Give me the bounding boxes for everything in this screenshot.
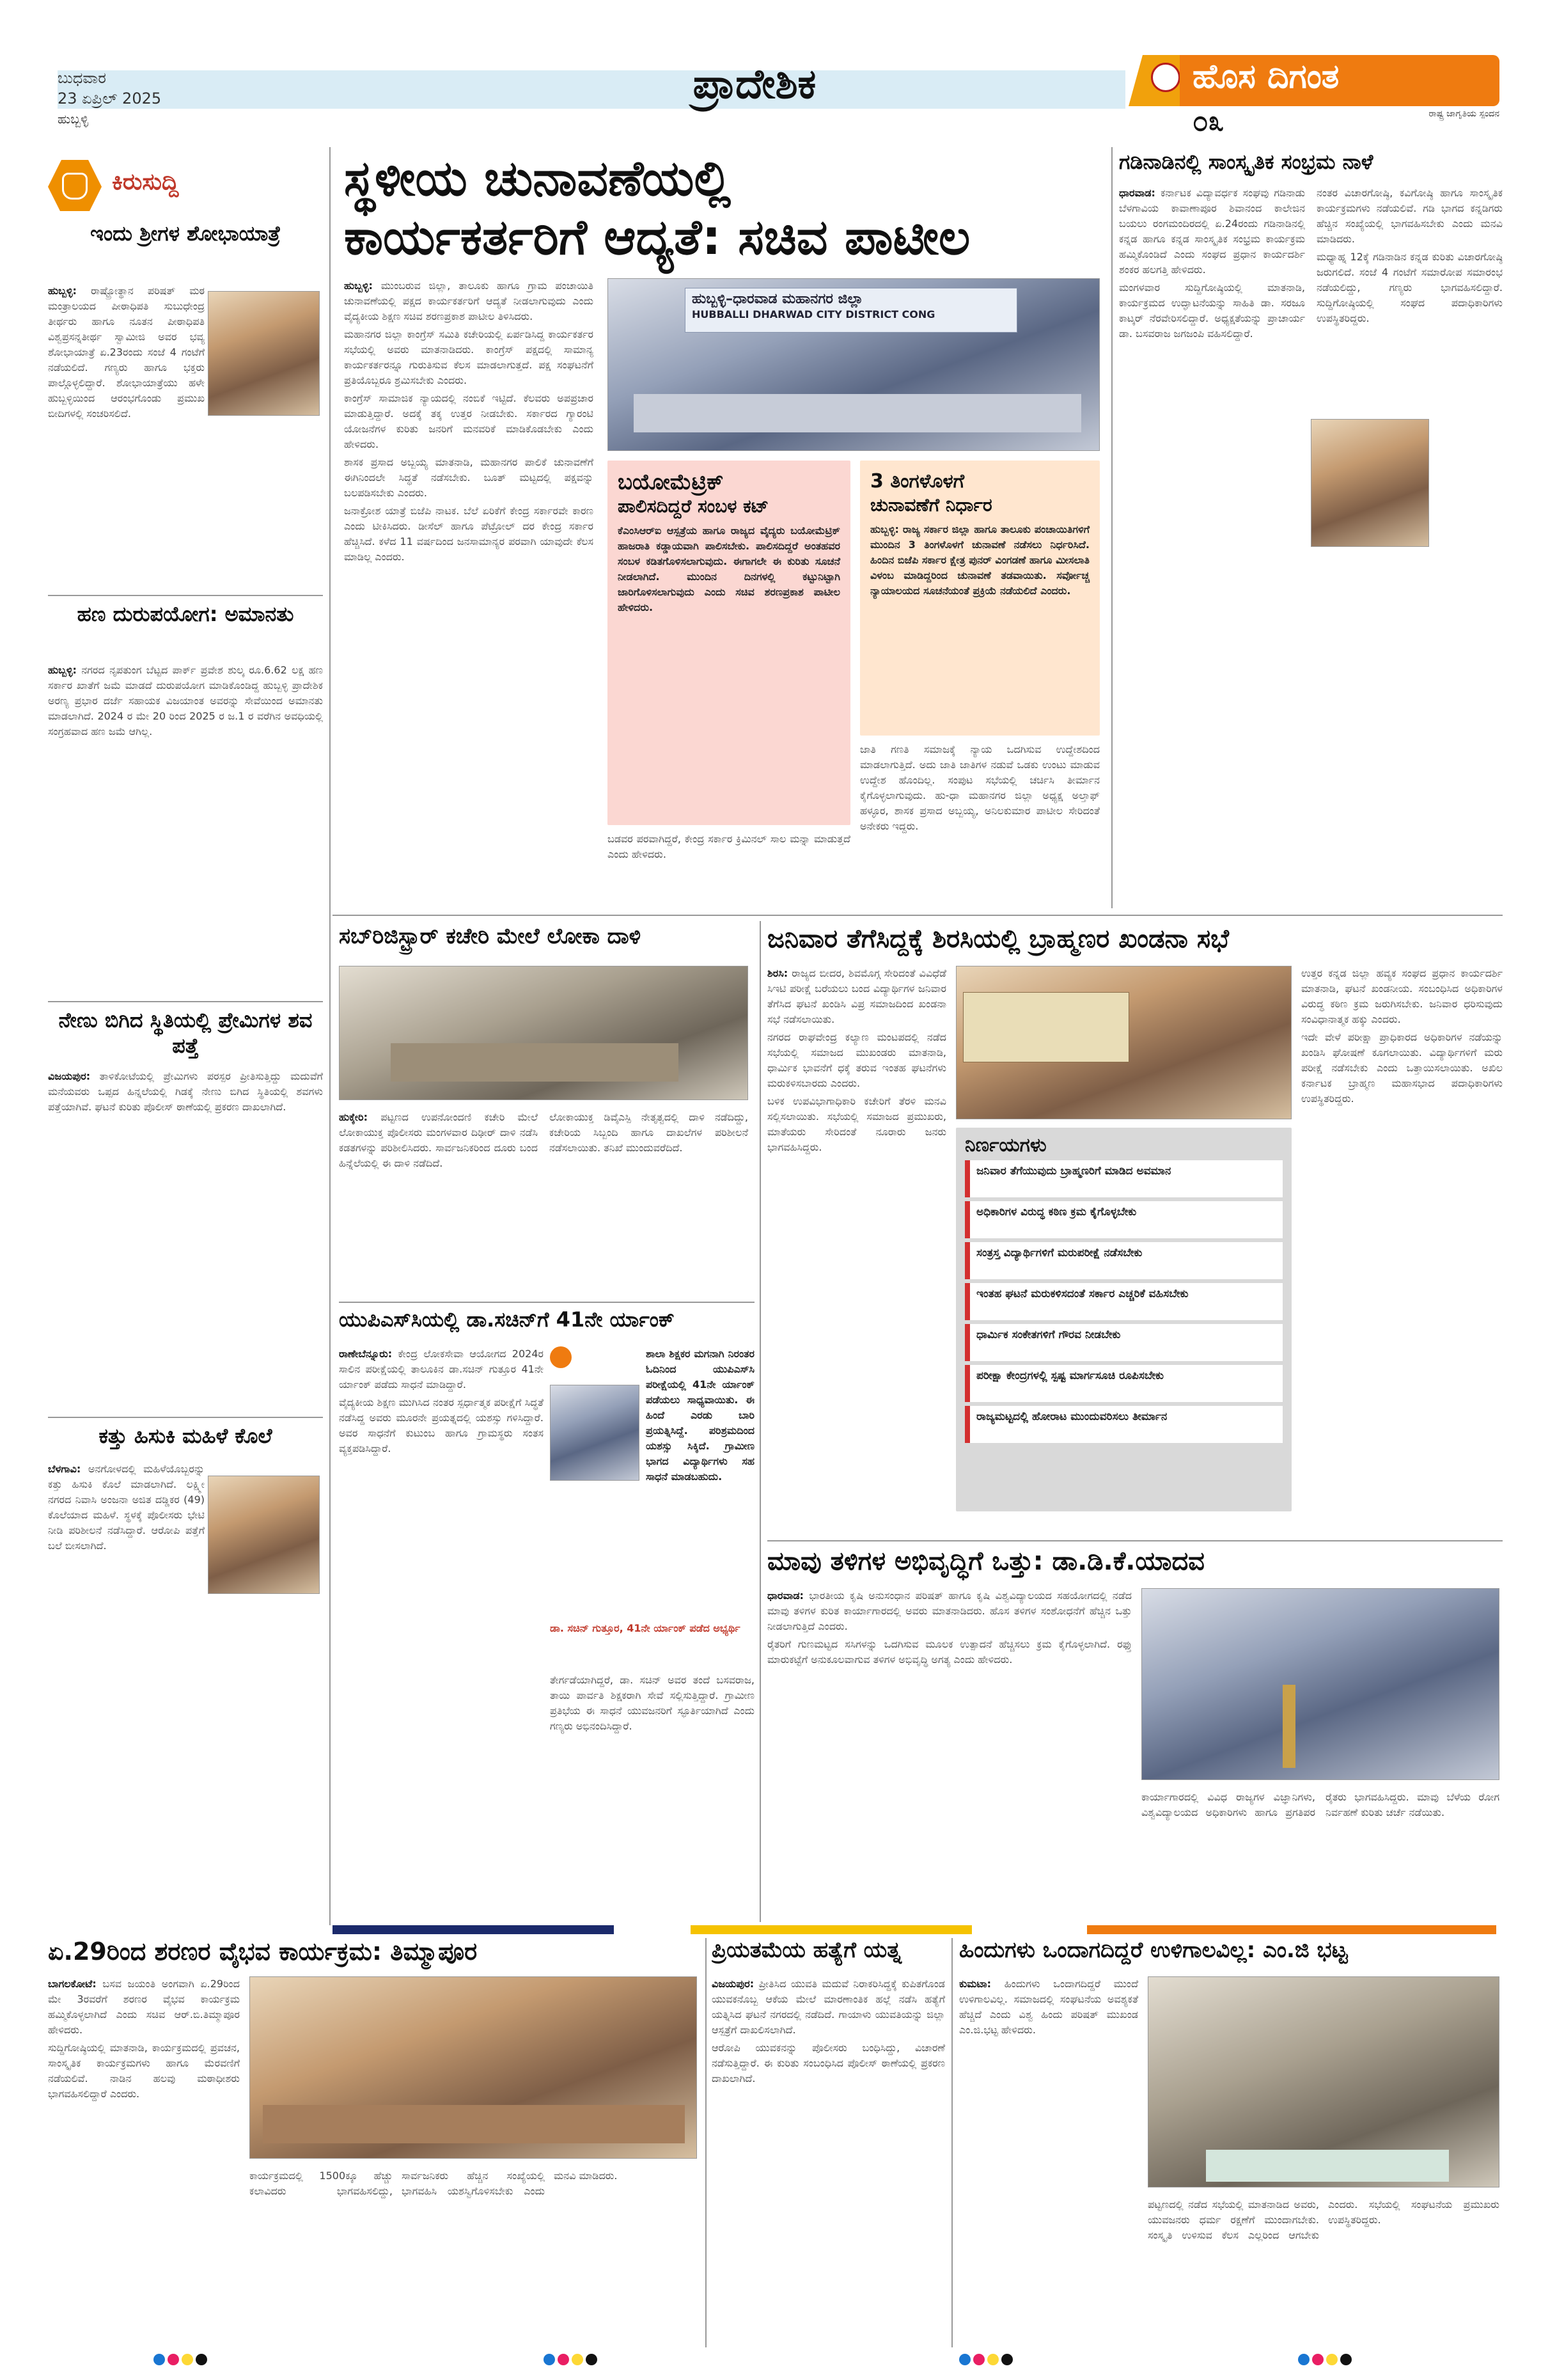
page-number: ೦೩ bbox=[1193, 105, 1224, 138]
sirsi-photo bbox=[956, 966, 1292, 1119]
sirsi-paragraph: ನಗರದ ರಾಘವೇಂದ್ರ ಕಲ್ಯಾಣ ಮಂಟಪದಲ್ಲಿ ನಡೆದ ಸಭೆಯಲ್ಲಿ ಸಮಾಜದ ಮುಖಂಡರು ಮಾತನಾಡಿ, ಧಾರ್ಮಿಕ ಭಾವನೆಗೆ ಧಕ್ಕೆ ತರುವ ಇಂತಹ ಘಟನೆಗಳು ಮರುಕಳಿಸಬಾರದು ಎಂದರು. bbox=[767, 1031, 946, 1089]
brief-body: ಅನಗೋಳದಲ್ಲಿ ಮಹಿಳೆಯೊಬ್ಬರನ್ನು ಕತ್ತು ಹಿಸುಕಿ ಕೊಲೆ ಮಾಡಲಾಗಿದೆ. ಲಕ್ಷ್ಮೀ ನಗರದ ನಿವಾಸಿ ಅಂಜನಾ ಅಜಿತ ದಡ್ಡಿಕರ (49) ಕೊಲೆಯಾದ ಮಹಿಳೆ. ಸ್ಥಳಕ್ಕೆ ಪೊಲೀಸರು ಭೇಟಿ ನೀಡಿ ಪರಿಶೀಲನೆ ನಡೆಸಿದ್ದಾರೆ. ಆರೋಪಿ ಪತ್ತೆಗೆ ಬಲೆ ಬೀಸಲಾಗಿದೆ. bbox=[48, 1463, 205, 1552]
thimmapura-headline: ಏ.29ರಿಂದ ಶರಣರ ವೈಭವ ಕಾರ್ಯಕ್ರಮ: ತಿಮ್ಮಾಪೂರ bbox=[48, 1938, 478, 1966]
upsc-paragraph: ವೈದ್ಯಕೀಯ ಶಿಕ್ಷಣ ಮುಗಿಸಿದ ನಂತರ ಸ್ಪರ್ಧಾತ್ಮಕ ಪರೀಕ್ಷೆಗೆ ಸಿದ್ಧತೆ ನಡೆಸಿದ್ದ ಅವರು ಮೂರನೇ ಪ್ರಯತ್ನದಲ್ಲಿ ಯಶಸ್ಸು ಗಳಿಸಿದ್ದಾರೆ. ಅವರ ಸಾಧನೆಗೆ ಕುಟುಂಬ ಹಾಗೂ ಗ್ರಾಮಸ್ಥರು ಸಂತಸ ವ್ಯಕ್ತಪಡಿಸಿದ್ದಾರೆ. bbox=[339, 1396, 544, 1454]
sirsi-story bbox=[767, 924, 1503, 1538]
thimmapura-body-col-1 bbox=[48, 1976, 240, 2344]
lead-body-col-1 bbox=[344, 278, 593, 902]
paper-name: ಹೊಸ ದಿಗಂತ bbox=[1193, 58, 1340, 96]
column-divider bbox=[705, 1938, 707, 2347]
lead-headline-2: ಕಾರ್ಯಕರ್ತರಿಗೆ ಆದ್ಯತೆ: ಸಚಿವ ಪಾಟೀಲ bbox=[344, 209, 971, 265]
kirusuddi-column bbox=[48, 147, 323, 1919]
lead-banner-text-en: HUBBALLI DHARWAD CITY DISTRICT CONG bbox=[692, 308, 935, 320]
brief-photo bbox=[208, 291, 320, 416]
ganadanad-place: ಧಾರವಾಡ: bbox=[1119, 187, 1155, 199]
brief-title: ನೇಣು ಬಿಗಿದ ಸ್ಥಿತಿಯಲ್ಲಿ ಪ್ರೇಮಿಗಳ ಶವ ಪತ್ತೆ bbox=[58, 1008, 313, 1058]
mango-lamp bbox=[1283, 1685, 1295, 1768]
murder-paragraph: ಆರೋಪಿ ಯುವಕನನ್ನು ಪೊಲೀಸರು ಬಂಧಿಸಿದ್ದು, ವಿಚಾರಣೆ ನಡೆಸುತ್ತಿದ್ದಾರೆ. ಈ ಕುರಿತು ಸಂಬಂಧಿಸಿದ ಪೊಲೀಸ್ ಠಾಣೆಯಲ್ಲಿ ಪ್ರಕರಣ ದಾಖಲಾಗಿದೆ. bbox=[712, 2042, 945, 2084]
mango-headline: ಮಾವು ತಳಿಗಳ ಅಭಿವೃದ್ಧಿಗೆ ಒತ್ತು: ಡಾ.ಡಿ.ಕೆ.ಯಾದವ bbox=[767, 1547, 1205, 1576]
decision-item: ಇಂತಹ ಘಟನೆ ಮರುಕಳಿಸದಂತೆ ಸರ್ಕಾರ ಎಚ್ಚರಿಕೆ ವಹಿಸಬೇಕು bbox=[965, 1283, 1283, 1320]
thimmapura-paragraph: ಬಸವ ಜಯಂತಿ ಅಂಗವಾಗಿ ಏ.29ರಿಂದ ಮೇ 3ರವರೆಗೆ ಶರಣರ ವೈಭವ ಕಾರ್ಯಕ್ರಮ ಹಮ್ಮಿಕೊಳ್ಳಲಾಗಿದೆ ಎಂದು ಸಚಿವ ಆರ್.ಬಿ.ತಿಮ್ಮಾಪೂರ ಹೇಳಿದರು. bbox=[48, 1978, 240, 2036]
murder-headline: ಪ್ರಿಯತಮೆಯ ಹತ್ಯೆಗೆ ಯತ್ನ bbox=[712, 1938, 902, 1963]
brief-place: ಹುಬ್ಬಳ್ಳಿ: bbox=[48, 664, 77, 676]
lead-paragraph: ಶಾಸಕ ಪ್ರಸಾದ ಅಬ್ಬಯ್ಯ ಮಾತನಾಡಿ, ಮಹಾನಗರ ಪಾಲಿಕೆ ಚುನಾವಣೆಗೆ ಈಗಿನಿಂದಲೇ ಸಿದ್ಧತೆ ನಡೆಸಬೇಕು. ಬೂತ್ ಮಟ್ಟದಲ್ಲಿ ಪಕ್ಷವನ್ನು ಬಲಪಡಿಸಬೇಕು ಎಂದರು. bbox=[344, 456, 593, 499]
mango-place: ಧಾರವಾಡ: bbox=[767, 1589, 804, 1602]
quote-icon bbox=[550, 1346, 572, 1368]
sirsi-paragraph: ಬಳಿಕ ಉಪವಿಭಾಗಾಧಿಕಾರಿ ಕಚೇರಿಗೆ ತೆರಳಿ ಮನವಿ ಸಲ್ಲಿಸಲಾಯಿತು. ಸಭೆಯಲ್ಲಿ ಸಮಾಜದ ಪ್ರಮುಖರು, ಮಾತೆಯರು ಸೇರಿದಂತೆ ನೂರಾರು ಜನರು ಭಾಗವಹಿಸಿದ್ದರು. bbox=[767, 1095, 946, 1153]
decision-item: ಜನಿವಾರ ತೆಗೆಯುವುದು ಬ್ರಾಹ್ಮಣರಿಗೆ ಮಾಡಿದ ಅವಮಾನ bbox=[965, 1160, 1283, 1197]
divider bbox=[767, 1540, 1503, 1541]
upsc-headline: ಯುಪಿಎಸ್‌ಸಿಯಲ್ಲಿ ಡಾ.ಸಚಿನ್‌ಗೆ 41ನೇ ರ್ಯಾಂಕ್ bbox=[339, 1308, 675, 1332]
ganadanad-paragraph: ಮಂಗಳವಾರ ಸುದ್ದಿಗೋಷ್ಠಿಯಲ್ಲಿ ಮಾತನಾಡಿ, ಕಾರ್ಯಕ್ರಮದ ಉದ್ಘಾಟನೆಯನ್ನು ಸಾಹಿತಿ ಡಾ. ಸರಜೂ ಕಾಟ್ಕರ್ ನೆರವೇರಿಸಲಿದ್ದಾರೆ. ಅಧ್ಯಕ್ಷತೆಯನ್ನು ಪ್ರಾಚಾರ್ಯ ಡಾ. ಬಸವರಾಜ ಜಗಜಂಪಿ ವಹಿಸಲಿದ್ದಾರೆ. bbox=[1119, 281, 1305, 340]
lead-banner-text: ಹುಬ್ಬಳ್ಳಿ–ಧಾರವಾಡ ಮಹಾನಗರ ಜಿಲ್ಲಾ bbox=[692, 291, 863, 307]
lead-body-col-3: ಜಾತಿ ಗಣತಿ ಸಮಾಜಕ್ಕೆ ನ್ಯಾಯ ಒದಗಿಸುವ ಉದ್ದೇಶದಿಂದ ಮಾಡಲಾಗುತ್ತಿದೆ. ಅದು ಜಾತಿ ಜಾತಿಗಳ ನಡುವೆ ಒಡಕು ಉಂಟು ಮಾಡುವ ಉದ್ದೇಶ ಹೊಂದಿಲ್ಲ. ಸಂಪುಟ ಸಭೆಯಲ್ಲಿ ಚರ್ಚಿಸಿ ತೀರ್ಮಾನ ಕೈಗೊಳ್ಳಲಾಗುವುದು. ಹು-ಧಾ ಮಹಾನಗರ ಜಿಲ್ಲಾ ಅಧ್ಯಕ್ಷ ಅಲ್ತಾಫ್ ಹಳ್ಳೂರ, ಶಾಸಕ ಪ್ರಸಾದ ಅಬ್ಬಯ್ಯ, ಅನಿಲಕುಮಾರ ಪಾಟೀಲ ಸೇರಿದಂತೆ ಅನೇಕರು ಇದ್ದರು. bbox=[860, 743, 1100, 832]
lead-photo bbox=[607, 278, 1100, 451]
section-bar-blue bbox=[332, 1925, 614, 1934]
masthead-date-block bbox=[58, 69, 224, 150]
divider bbox=[339, 1302, 755, 1303]
decision-item: ಪರೀಕ್ಷಾ ಕೇಂದ್ರಗಳಲ್ಲಿ ಸ್ಪಷ್ಟ ಮಾರ್ಗಸೂಚಿ ರೂಪಿಸಬೇಕು bbox=[965, 1365, 1283, 1402]
brief-title: ಹಣ ದುರುಪಯೋಗ: ಅಮಾನತು bbox=[77, 602, 294, 626]
upsc-body-left bbox=[339, 1346, 544, 1919]
hand-icon bbox=[62, 173, 88, 200]
upsc-story bbox=[339, 1308, 755, 1922]
bhatta-body-col-1 bbox=[959, 1976, 1138, 2344]
thimmapura-paragraph: ಸುದ್ದಿಗೋಷ್ಠಿಯಲ್ಲಿ ಮಾತನಾಡಿ, ಕಾರ್ಯಕ್ರಮದಲ್ಲಿ ಪ್ರವಚನ, ಸಾಂಸ್ಕೃತಿಕ ಕಾರ್ಯಕ್ರಮಗಳು ಹಾಗೂ ಮೆರವಣಿಗೆ ನಡೆಯಲಿವೆ. ನಾಡಿನ ಹಲವು ಮಠಾಧೀಶರು ಭಾಗವಹಿಸಲಿದ್ದಾರೆ ಎಂದರು. bbox=[48, 2042, 240, 2100]
sirsi-place: ಶಿರಸಿ: bbox=[767, 967, 788, 979]
lokayukta-place: ಹುಕ್ಕೇರಿ: bbox=[339, 1111, 368, 1123]
office-desk bbox=[391, 1043, 678, 1082]
lead-headline-1: ಸ್ಥಳೀಯ ಚುನಾವಣೆಯಲ್ಲಿ bbox=[344, 150, 731, 207]
logo-mark-icon bbox=[1151, 63, 1180, 92]
lokayukta-body bbox=[339, 1110, 748, 1292]
print-dot-group bbox=[544, 2354, 614, 2369]
brief-title: ಕತ್ತು ಹಿಸುಕಿ ಮಹಿಳೆ ಕೊಲೆ bbox=[98, 1424, 272, 1448]
brief-item bbox=[48, 221, 323, 592]
brief-item bbox=[48, 601, 323, 998]
upsc-portrait bbox=[550, 1385, 639, 1481]
lead-paragraph: ಜನಾಕ್ರೋಶ ಯಾತ್ರೆ ಬಿಜೆಪಿ ನಾಟಕ. ಬೆಲೆ ಏರಿಕೆಗೆ ಕೇಂದ್ರ ಸರ್ಕಾರವೇ ಕಾರಣ ಎಂದು ಟೀಕಿಸಿದರು. ಡೀಸೆಲ್ ಹಾಗೂ ಪೆಟ್ರೋಲ್ ದರ ಕೇಂದ್ರ ಸರ್ಕಾರ ಹೆಚ್ಚಿಸಿದೆ. ಕಳೆದ 11 ವರ್ಷದಿಂದ ಜನಸಾಮಾನ್ಯರ ಪರವಾಗಿ ಯಾವುದೇ ಕೆಲಸ ಮಾಡಿಲ್ಲ ಎಂದರು. bbox=[344, 505, 593, 563]
lead-banner bbox=[685, 288, 1017, 333]
paper-logo bbox=[1129, 43, 1499, 139]
sirsi-paragraph: ರಾಜ್ಯದ ಬೀದರ, ಶಿವಮೊಗ್ಗ ಸೇರಿದಂತೆ ವಿವಿಧೆಡೆ ಸಿಇಟಿ ಪರೀಕ್ಷೆ ಬರೆಯಲು ಬಂದ ವಿದ್ಯಾರ್ಥಿಗಳ ಜನಿವಾರ ತೆಗೆಸಿದ ಘಟನೆ ಖಂಡಿಸಿ ವಿಪ್ರ ಸಮಾಜದಿಂದ ಖಂಡನಾ ಸಭೆ ನಡೆಸಲಾಯಿತು. bbox=[767, 967, 946, 1025]
bhatta-place: ಕುಮಟಾ: bbox=[959, 1978, 992, 1990]
thimmapura-place: ಬಾಗಲಕೋಟೆ: bbox=[48, 1978, 97, 1990]
sirsi-body-right bbox=[1301, 966, 1503, 1535]
decisions-title: ನಿರ್ಣಯಗಳು bbox=[965, 1134, 1047, 1156]
mango-story bbox=[767, 1547, 1503, 1924]
lead-paragraph: ಮುಂಬರುವ ಜಿಲ್ಲಾ, ತಾಲೂಕು ಹಾಗೂ ಗ್ರಾಮ ಪಂಚಾಯಿತಿ ಚುನಾವಣೆಯಲ್ಲಿ ಪಕ್ಷದ ಕಾರ್ಯಕರ್ತರಿಗೆ ಆದ್ಯತೆ ನೀಡಲಾಗುವುದು ಎಂದು ವೈದ್ಯಕೀಯ ಶಿಕ್ಷಣ ಸಚಿವ ಶರಣಪ್ರಕಾಶ ಪಾಟೀಲ ತಿಳಿಸಿದರು. bbox=[344, 280, 593, 322]
upsc-quote-author: ಡಾ. ಸಚಿನ್ ಗುತ್ತೂರ, 41ನೇ ರ್ಯಾಂಕ್ ಪಡೆದ ಅಭ್ಯರ್ಥಿ bbox=[550, 1622, 740, 1634]
decision-item: ಸಂತ್ರಸ್ತ ವಿದ್ಯಾರ್ಥಿಗಳಿಗೆ ಮರುಪರೀಕ್ಷೆ ನಡೆಸಬೇಕು bbox=[965, 1242, 1283, 1279]
election-box bbox=[860, 461, 1100, 736]
thimmapura-paragraph: ಕಾರ್ಯಕ್ರಮದಲ್ಲಿ 1500ಕ್ಕೂ ಹೆಚ್ಚು ಕಲಾವಿದರು ಭಾಗವಹಿಸಲಿದ್ದು, ಸಾರ್ವಜನಿಕರು ಹೆಚ್ಚಿನ ಸಂಖ್ಯೆಯಲ್ಲಿ ಭಾಗವಹಿಸಿ ಯಶಸ್ವಿಗೊಳಿಸಬೇಕು ಎಂದು ಮನವಿ ಮಾಡಿದರು. bbox=[249, 2170, 618, 2197]
murder-body bbox=[712, 1976, 945, 2344]
decision-item: ಅಧಿಕಾರಿಗಳ ವಿರುದ್ಧ ಕಠಿಣ ಕ್ರಮ ಕೈಗೊಳ್ಳಬೇಕು bbox=[965, 1201, 1283, 1238]
ganadanad-paragraph: ಮಧ್ಯಾಹ್ನ 12ಕ್ಕೆ ಗಡಿನಾಡಿನ ಕನ್ನಡ ಕುರಿತು ವಿಚಾರಗೋಷ್ಠಿ ಜರುಗಲಿದೆ. ಸಂಜೆ 4 ಗಂಟೆಗೆ ಸಮಾರೋಪ ಸಮಾರಂಭ ನಡೆಯಲಿದ್ದು, ಗಣ್ಯರು ಭಾಗವಹಿಸಲಿದ್ದಾರೆ. ಸುದ್ದಿಗೋಷ್ಠಿಯಲ್ಲಿ ಸಂಘದ ಪದಾಧಿಕಾರಿಗಳು ಉಪಸ್ಥಿತರಿದ್ದರು. bbox=[1317, 251, 1503, 324]
biometric-box bbox=[607, 461, 850, 825]
ganadanad-headline: ಗಡಿನಾಡಿನಲ್ಲಿ ಸಾಂಸ್ಕೃತಿಕ ಸಂಭ್ರಮ ನಾಳೆ bbox=[1119, 150, 1373, 174]
dais-table bbox=[634, 394, 1081, 432]
column-divider bbox=[951, 1938, 953, 2347]
ganadanad-paragraph: ಕರ್ನಾಟಕ ವಿದ್ಯಾವರ್ಧಕ ಸಂಘವು ಗಡಿನಾಡು ಬೆಳಗಾವಿಯ ಕಾವಾಣಾಪೂರ ಶಿವಾನಂದ ಕಾಲೇಜಿನ ಬಯಲು ರಂಗಮಂದಿರದಲ್ಲಿ ಏ.24ರಂದು ಗಡಿನಾಡಿನಲ್ಲಿ ಕನ್ನಡ ಹಾಗೂ ಕನ್ನಡ ಸಾಂಸ್ಕೃತಿಕ ಸಂಭ್ರಮ ಕಾರ್ಯಕ್ರಮ ಹಮ್ಮಿಕೊಂಡಿದೆ ಎಂದು ಸಂಘದ ಪ್ರಧಾನ ಕಾರ್ಯದರ್ಶಿ ಶಂಕರ ಹಲಗತ್ತಿ ಹೇಳಿದರು. bbox=[1119, 187, 1305, 276]
brief-text bbox=[48, 1462, 205, 1909]
box-text: ಕೆಎಂಸಿಆರ್‌ಐ ಆಸ್ಪತ್ರೆಯ ಹಾಗೂ ರಾಜ್ಯದ ವೈದ್ಯರು ಬಯೋಮೆಟ್ರಿಕ್ ಹಾಜರಾತಿ ಕಡ್ಡಾಯವಾಗಿ ಪಾಲಿಸಬೇಕು. ಪಾಲಿಸದಿದ್ದರೆ ಅಂತಹವರ ಸಂಬಳ ಕಡಿತಗೊಳಿಸಲಾಗುವುದು. ಈಗಾಗಲೇ ಈ ಕುರಿತು ಸೂಚನೆ ನೀಡಲಾಗಿದೆ. ಮುಂದಿನ ದಿನಗಳಲ್ಲಿ ಕಟ್ಟುನಿಟ್ಟಾಗಿ ಜಾರಿಗೊಳಿಸಲಾಗುವುದು ಎಂದು ಸಚಿವ ಶರಣಪ್ರಕಾಶ ಪಾಟೀಲ ಹೇಳಿದರು. bbox=[618, 524, 840, 613]
brief-item bbox=[48, 1007, 323, 1410]
murder-story bbox=[712, 1938, 945, 2347]
kirusuddi-header bbox=[48, 160, 323, 211]
section-divider bbox=[332, 915, 1503, 916]
upsc-place: ರಾಣೇಬೆನ್ನೂರು: bbox=[339, 1348, 393, 1360]
lokayukta-story bbox=[339, 924, 755, 1295]
lokayukta-photo bbox=[339, 966, 748, 1100]
box-title: ಪಾಲಿಸದಿದ್ದರೆ ಸಂಬಳ ಕಟ್ bbox=[618, 496, 769, 517]
brief-photo bbox=[208, 1476, 320, 1594]
section-bar-orange bbox=[1087, 1925, 1496, 1934]
lokayukta-paragraph: ಲೋಕಾಯುಕ್ತ ಡಿವೈಎಸ್ಪಿ ನೇತೃತ್ವದಲ್ಲಿ ದಾಳಿ ನಡೆದಿದ್ದು, ಕಚೇರಿಯ ಸಿಬ್ಬಂದಿ ಹಾಗೂ ದಾಖಲೆಗಳ ಪರಿಶೀಲನೆ ನಡೆಸಲಾಯಿತು. ತನಿಖೆ ಮುಂದುವರೆದಿದೆ. bbox=[549, 1111, 748, 1154]
mango-photo bbox=[1141, 1588, 1499, 1780]
lokayukta-paragraph: ಪಟ್ಟಣದ ಉಪನೋಂದಣಿ ಕಚೇರಿ ಮೇಲೆ ಲೋಕಾಯುಕ್ತ ಪೊಲೀಸರು ಮಂಗಳವಾರ ದಿಢೀರ್ ದಾಳಿ ನಡೆಸಿ ಕಡತಗಳನ್ನು ಪರಿಶೀಲಿಸಿದರು. ಸಾರ್ವಜನಿಕರಿಂದ ದೂರು ಬಂದ ಹಿನ್ನೆಲೆಯಲ್ಲಿ ಈ ದಾಳಿ ನಡೆದಿದೆ. bbox=[339, 1111, 538, 1169]
bhatta-banner bbox=[1206, 2150, 1449, 2182]
lead-paragraph: ಕಾಂಗ್ರೆಸ್ ಸಾಮಾಜಿಕ ನ್ಯಾಯದಲ್ಲಿ ನಂಬಿಕೆ ಇಟ್ಟಿದೆ. ಕೆಲವರು ಅಪಪ್ರಚಾರ ಮಾಡುತ್ತಿದ್ದಾರೆ. ಅದಕ್ಕೆ ತಕ್ಕ ಉತ್ತರ ನೀಡಬೇಕು. ಸರ್ಕಾರದ ಗ್ಯಾರಂಟಿ ಯೋಜನೆಗಳ ಕುರಿತು ಜನರಿಗೆ ಮನವರಿಕೆ ಮಾಡಿಕೊಡಬೇಕು ಎಂದು ಹೇಳಿದರು. bbox=[344, 392, 593, 450]
brief-item bbox=[48, 1423, 323, 1916]
lead-paragraph: ಬಡವರ ಪರವಾಗಿದ್ದರೆ, ಕೇಂದ್ರ ಸರ್ಕಾರ ಕ್ರಿಮಿನಲ್ ಸಾಲ ಮನ್ನಾ ಮಾಡುತ್ತದೆ ಎಂದು ಹೇಳಿದರು. bbox=[607, 833, 850, 860]
kirusuddi-label: ಕಿರುಸುದ್ದಿ bbox=[112, 169, 179, 195]
print-dot-group bbox=[1298, 2354, 1368, 2369]
sirsi-banner bbox=[963, 992, 1129, 1062]
sirsi-body-left bbox=[767, 966, 946, 1535]
print-dot-group bbox=[959, 2354, 1029, 2369]
lead-place: ಹುಬ್ಬಳ್ಳಿ: bbox=[344, 280, 373, 292]
divider bbox=[48, 1417, 323, 1418]
decision-item: ರಾಜ್ಯಮಟ್ಟದಲ್ಲಿ ಹೋರಾಟ ಮುಂದುವರಿಸಲು ತೀರ್ಮಾನ bbox=[965, 1406, 1283, 1443]
brief-place: ಬೆಳಗಾವಿ: bbox=[48, 1463, 81, 1475]
column-divider bbox=[760, 921, 761, 1922]
decisions-box bbox=[956, 1128, 1292, 1511]
lokayukta-headline: ಸಬ್‌ರಿಜಿಸ್ಟ್ರಾರ್ ಕಚೇರಿ ಮೇಲೆ ಲೋಕಾ ದಾಳಿ bbox=[339, 924, 641, 949]
brief-text bbox=[48, 283, 205, 590]
mango-body-left bbox=[767, 1588, 1132, 1921]
ganadanad-body bbox=[1119, 185, 1503, 908]
masthead-day: ಬುಧವಾರ bbox=[58, 69, 106, 87]
upsc-quote: ಶಾಲಾ ಶಿಕ್ಷಕರ ಮಗನಾಗಿ ನಿರಂತರ ಓದಿನಿಂದ ಯುಪಿಎಸ್‌ಸಿ ಪರೀಕ್ಷೆಯಲ್ಲಿ 41ನೇ ರ್ಯಾಂಕ್ ಪಡೆಯಲು ಸಾಧ್ಯವಾಯಿತು. ಈ ಹಿಂದೆ ಎರಡು ಬಾರಿ ಪ್ರಯತ್ನಿಸಿದ್ದೆ. ಪರಿಶ್ರಮದಿಂದ ಯಶಸ್ಸು ಸಿಕ್ಕಿದೆ. ಗ್ರಾಮೀಣ ಭಾಗದ ವಿದ್ಯಾರ್ಥಿಗಳು ಸಹ ಸಾಧನೆ ಮಾಡಬಹುದು. bbox=[646, 1348, 755, 1483]
divider bbox=[48, 595, 323, 596]
decision-item: ಧಾರ್ಮಿಕ ಸಂಕೇತಗಳಿಗೆ ಗೌರವ ನೀಡಬೇಕು bbox=[965, 1324, 1283, 1361]
bhatta-paragraph: ಹಿಂದುಗಳು ಒಂದಾಗದಿದ್ದರೆ ಮುಂದೆ ಉಳಿಗಾಲವಿಲ್ಲ. ಸಮಾಜದಲ್ಲಿ ಸಂಘಟನೆಯ ಅವಶ್ಯಕತೆ ಹೆಚ್ಚಿದೆ ಎಂದು ವಿಶ್ವ ಹಿಂದು ಪರಿಷತ್ ಮುಖಂಡ ಎಂ.ಜಿ.ಭಟ್ಟ ಹೇಳಿದರು. bbox=[959, 1978, 1138, 2036]
mango-paragraph: ರೈತರಿಗೆ ಗುಣಮಟ್ಟದ ಸಸಿಗಳನ್ನು ಒದಗಿಸುವ ಮೂಲಕ ಉತ್ಪಾದನೆ ಹೆಚ್ಚಿಸಲು ಕ್ರಮ ಕೈಗೊಳ್ಳಲಾಗಿದೆ. ರಫ್ತು ಮಾರುಕಟ್ಟೆಗೆ ಅನುಕೂಲವಾಗುವ ತಳಿಗಳ ಅಭಿವೃದ್ಧಿ ಅಗತ್ಯ ಎಂದು ಹೇಳಿದರು. bbox=[767, 1638, 1132, 1666]
lead-paragraph: ಮಹಾನಗರ ಜಿಲ್ಲಾ ಕಾಂಗ್ರೆಸ್ ಸಮಿತಿ ಕಚೇರಿಯಲ್ಲಿ ಏರ್ಪಡಿಸಿದ್ದ ಕಾರ್ಯಕರ್ತರ ಸಭೆಯಲ್ಲಿ ಅವರು ಮಾತನಾಡಿದರು. ಕಾಂಗ್ರೆಸ್ ಪಕ್ಷದಲ್ಲಿ ಸಾಮಾನ್ಯ ಕಾರ್ಯಕರ್ತರನ್ನೂ ಗುರುತಿಸುವ ಕೆಲಸ ಮಾಡಲಾಗುತ್ತದೆ. ಪಕ್ಷ ಸಂಘಟನೆಗೆ ಪ್ರತಿಯೊಬ್ಬರೂ ಶ್ರಮಿಸಬೇಕು ಎಂದರು. bbox=[344, 328, 593, 386]
box-text: ಹುಬ್ಬಳ್ಳಿ: ರಾಜ್ಯ ಸರ್ಕಾರ ಜಿಲ್ಲಾ ಹಾಗೂ ತಾಲೂಕು ಪಂಚಾಯಿತಿಗಳಿಗೆ ಮುಂದಿನ 3 ತಿಂಗಳೊಳಗೆ ಚುನಾವಣೆ ನಡೆಸಲು ನಿರ್ಧರಿಸಿದೆ. ಹಿಂದಿನ ಬಿಜೆಪಿ ಸರ್ಕಾರ ಕ್ಷೇತ್ರ ಪುನರ್ ವಿಂಗಡಣೆ ಹಾಗೂ ಮೀಸಲಾತಿ ವಿಳಂಬ ಮಾಡಿದ್ದರಿಂದ ಚುನಾವಣೆ ತಡವಾಯಿತು. ಸರ್ವೋಚ್ಚ ನ್ಯಾಯಾಲಯದ ಸೂಚನೆಯಂತೆ ಪ್ರಕ್ರಿಯೆ ನಡೆಯಲಿದೆ ಎಂದರು. bbox=[870, 523, 1090, 597]
sirsi-paragraph: ಉತ್ತರ ಕನ್ನಡ ಜಿಲ್ಲಾ ಹವ್ಯಕ ಸಂಘದ ಪ್ರಧಾನ ಕಾರ್ಯದರ್ಶಿ ಮಾತನಾಡಿ, ಘಟನೆ ಖಂಡನೀಯ. ಸಂಬಂಧಿಸಿದ ಅಧಿಕಾರಿಗಳ ವಿರುದ್ಧ ಕಠಿಣ ಕ್ರಮ ಜರುಗಿಸಬೇಕು. ಜನಿವಾರ ಧರಿಸುವುದು ಸಂವಿಧಾನಾತ್ಮಕ ಹಕ್ಕು ಎಂದರು. bbox=[1301, 967, 1503, 1025]
print-dot-group bbox=[153, 2354, 224, 2369]
brief-place: ವಿಜಯಪುರ: bbox=[48, 1070, 91, 1082]
bhatta-story bbox=[959, 1938, 1503, 2347]
box-title: ಬಯೋಮೆಟ್ರಿಕ್ bbox=[618, 469, 724, 495]
murder-paragraph: ಪ್ರೀತಿಸಿದ ಯುವತಿ ಮದುವೆ ನಿರಾಕರಿಸಿದ್ದಕ್ಕೆ ಕುಪಿತಗೊಂಡ ಯುವಕನೊಬ್ಬ ಆಕೆಯ ಮೇಲೆ ಮಾರಣಾಂತಿಕ ಹಲ್ಲೆ ನಡೆಸಿ ಹತ್ಯೆಗೆ ಯತ್ನಿಸಿದ ಘಟನೆ ನಗರದಲ್ಲಿ ನಡೆದಿದೆ. ಗಾಯಾಳು ಯುವತಿಯನ್ನು ಜಿಲ್ಲಾ ಆಸ್ಪತ್ರೆಗೆ ದಾಖಲಿಸಲಾಗಿದೆ. bbox=[712, 1978, 945, 2036]
meeting-table bbox=[263, 2105, 685, 2143]
ganadanad-story bbox=[1119, 150, 1503, 911]
brief-body: ನಗರದ ನೃಪತುಂಗ ಬೆಟ್ಟದ ಪಾರ್ಕ್ ಪ್ರವೇಶ ಶುಲ್ಕ ರೂ.6.62 ಲಕ್ಷ ಹಣ ಸರ್ಕಾರ ಖಾತೆಗೆ ಜಮೆ ಮಾಡದೆ ದುರುಪಯೋಗ ಮಾಡಿಕೊಂಡಿದ್ದ ಹುಬ್ಬಳ್ಳಿ ಪ್ರಾದೇಶಿಕ ಅರಣ್ಯ ಪ್ರಭಾರ ದರ್ಜೆ ಸಹಾಯಕ ವಿಜಯಾಂತ ಅವರನ್ನು ಸೇವೆಯಿಂದ ಅಮಾನತು ಮಾಡಲಾಗಿದೆ. 2024 ರ ಮೇ 20 ರಿಂದ 2025 ರ ಜ.1 ರ ವರೆಗಿನ ಅವಧಿಯಲ್ಲಿ ಸಂಗ್ರಹವಾದ ಹಣ ಜಮೆ ಆಗಿಲ್ಲ. bbox=[48, 664, 323, 737]
upsc-quote-box bbox=[550, 1346, 755, 1666]
ganadanad-paragraph: ನಂತರ ವಿಚಾರಗೋಷ್ಠಿ, ಕವಿಗೋಷ್ಠಿ ಹಾಗೂ ಸಾಂಸ್ಕೃತಿಕ ಕಾರ್ಯಕ್ರಮಗಳು ನಡೆಯಲಿವೆ. ಗಡಿ ಭಾಗದ ಕನ್ನಡಿಗರು ಹೆಚ್ಚಿನ ಸಂಖ್ಯೆಯಲ್ಲಿ ಭಾಗವಹಿಸಬೇಕು ಎಂದು ಮನವಿ ಮಾಡಿದರು. bbox=[1317, 187, 1503, 245]
paper-tagline: ರಾಷ್ಟ್ರ ಜಾಗೃತಿಯ ಸ್ಪಂದನ bbox=[1428, 109, 1499, 119]
brief-place: ಹುಬ್ಬಳ್ಳಿ: bbox=[48, 285, 77, 297]
upsc-paragraph: ತೇರ್ಗಡೆಯಾಗಿದ್ದರೆ, ಡಾ. ಸಚಿನ್ ಅವರ ತಂದೆ ಬಸವರಾಜ, ತಾಯಿ ಪಾರ್ವತಿ ಶಿಕ್ಷಕರಾಗಿ ಸೇವೆ ಸಲ್ಲಿಸುತ್ತಿದ್ದಾರೆ. ಗ್ರಾಮೀಣ ಪ್ರತಿಭೆಯ ಈ ಸಾಧನೆ ಯುವಜನರಿಗೆ ಸ್ಫೂರ್ತಿಯಾಗಿದೆ ಎಂದು ಗಣ್ಯರು ಅಭಿನಂದಿಸಿದ್ದಾರೆ. bbox=[550, 1674, 755, 1732]
mango-paragraph: ಭಾರತೀಯ ಕೃಷಿ ಅನುಸಂಧಾನ ಪರಿಷತ್ ಹಾಗೂ ಕೃಷಿ ವಿಶ್ವವಿದ್ಯಾಲಯದ ಸಹಯೋಗದಲ್ಲಿ ನಡೆದ ಮಾವು ತಳಿಗಳ ಕುರಿತ ಕಾರ್ಯಾಗಾರದಲ್ಲಿ ಅವರು ಮಾತನಾಡಿದರು. ಹೊಸ ತಳಿಗಳ ಸಂಶೋಧನೆಗೆ ಹೆಚ್ಚಿನ ಒತ್ತು ನೀಡಲಾಗುತ್ತಿದೆ ಎಂದರು. bbox=[767, 1589, 1132, 1632]
box-title: ಚುನಾವಣೆಗೆ ನಿರ್ಧಾರ bbox=[870, 494, 992, 516]
brief-text bbox=[48, 663, 323, 995]
thimmapura-photo bbox=[249, 1976, 697, 2159]
sirsi-headline: ಜನಿವಾರ ತೆಗೆಸಿದ್ದಕ್ಕೆ ಶಿರಸಿಯಲ್ಲಿ ಬ್ರಾಹ್ಮಣರ ಖಂಡನಾ ಸಭೆ bbox=[767, 924, 1229, 954]
masthead-city: ಹುಬ್ಬಳ್ಳಿ bbox=[58, 111, 89, 127]
murder-place: ವಿಜಯಪುರ: bbox=[712, 1978, 755, 1990]
box-title: 3 ತಿಂಗಳೊಳಗೆ bbox=[870, 470, 965, 493]
section-bar-yellow bbox=[691, 1925, 972, 1934]
column-divider bbox=[329, 147, 331, 1925]
brief-body: ತಾಳಿಕೋಟೆಯಲ್ಲಿ ಪ್ರೇಮಿಗಳು ಪರಸ್ಪರ ಪ್ರೀತಿಸುತ್ತಿದ್ದು ಮದುವೆಗೆ ಮನೆಯವರು ಒಪ್ಪದ ಹಿನ್ನಲೆಯಲ್ಲಿ ಗಿಡಕ್ಕೆ ನೇಣು ಬಿಗಿದ ಸ್ಥಿತಿಯಲ್ಲಿ ಶವಗಳು ಪತ್ತೆಯಾಗಿವೆ. ಘಟನೆ ಕುರಿತು ಪೊಲೀಸ್ ಠಾಣೆಯಲ್ಲಿ ಪ್ರಕರಣ ದಾಖಲಾಗಿದೆ. bbox=[48, 1070, 323, 1113]
column-divider bbox=[1111, 147, 1113, 908]
print-marks bbox=[153, 2354, 1368, 2373]
brief-body: ರಾಷ್ಟ್ರೋತ್ಥಾನ ಪರಿಷತ್ ಮಠ ಮಂತ್ರಾಲಯದ ಪೀಠಾಧಿಪತಿ ಸುಬುಧೇಂದ್ರ ತೀರ್ಥರು ಹಾಗೂ ನೂತನ ಪೀಠಾಧಿಪತಿ ವಿಶ್ವಪ್ರಸನ್ನತೀರ್ಥ ಸ್ವಾಮೀಜಿ ಅವರ ಭವ್ಯ ಶೋಭಾಯಾತ್ರೆ ಏ.23ರಂದು ಸಂಜೆ 4 ಗಂಟೆಗೆ ನಡೆಯಲಿದೆ. ಗಣ್ಯರು ಹಾಗೂ ಭಕ್ತರು ಪಾಲ್ಗೊಳ್ಳಲಿದ್ದಾರೆ. ಶೋಭಾಯಾತ್ರೆಯು ಹಳೇ ಹುಬ್ಬಳ್ಳಿಯಿಂದ ಆರಂಭಗೊಂಡು ಪ್ರಮುಖ ಬೀದಿಗಳಲ್ಲಿ ಸಂಚರಿಸಲಿದೆ. bbox=[48, 285, 205, 420]
bhatta-headline: ಹಿಂದುಗಳು ಒಂದಾಗದಿದ್ದರೆ ಉಳಿಗಾಲವಿಲ್ಲ: ಎಂ.ಜಿ ಭಟ್ಟ bbox=[959, 1938, 1348, 1963]
bhatta-photo bbox=[1148, 1976, 1499, 2187]
sirsi-paragraph: ಇದೇ ವೇಳೆ ಪರೀಕ್ಷಾ ಪ್ರಾಧಿಕಾರದ ಅಧಿಕಾರಿಗಳ ನಡೆಯನ್ನು ಖಂಡಿಸಿ ಘೋಷಣೆ ಕೂಗಲಾಯಿತು. ವಿದ್ಯಾರ್ಥಿಗಳಿಗೆ ಮರು ಪರೀಕ್ಷೆ ನಡೆಸಬೇಕು ಎಂದು ಒತ್ತಾಯಿಸಲಾಯಿತು. ಅಖಿಲ ಕರ್ನಾಟಕ ಬ್ರಾಹ್ಮಣ ಮಹಾಸಭಾದ ಪದಾಧಿಕಾರಿಗಳು ಉಪಸ್ಥಿತರಿದ್ದರು. bbox=[1301, 1031, 1503, 1105]
divider bbox=[48, 1001, 323, 1002]
upsc-paragraph: ಕೇಂದ್ರ ಲೋಕಸೇವಾ ಆಯೋಗದ 2024ರ ಸಾಲಿನ ಪರೀಕ್ಷೆಯಲ್ಲಿ ತಾಲೂಕಿನ ಡಾ.ಸಚಿನ್ ಗುತ್ತೂರ 41ನೇ ರ್ಯಾಂಕ್ ಪಡೆದು ಸಾಧನೆ ಮಾಡಿದ್ದಾರೆ. bbox=[339, 1348, 544, 1391]
masthead bbox=[0, 0, 1541, 150]
brief-text bbox=[48, 1069, 323, 1401]
brief-title: ಇಂದು ಶ್ರೀಗಳ ಶೋಭಾಯಾತ್ರೆ bbox=[90, 221, 281, 246]
section-title: ಪ್ರಾದೇಶಿಕ bbox=[692, 61, 817, 108]
mango-paragraph: ಕಾರ್ಯಾಗಾರದಲ್ಲಿ ವಿವಿಧ ರಾಜ್ಯಗಳ ವಿಜ್ಞಾನಿಗಳು, ವಿಶ್ವವಿದ್ಯಾಲಯದ ಅಧಿಕಾರಿಗಳು ಹಾಗೂ ಪ್ರಗತಿಪರ ರೈತರು ಭಾಗವಹಿಸಿದ್ದರು. ಮಾವು ಬೆಳೆಯ ರೋಗ ನಿರ್ವಹಣೆ ಕುರಿತು ಚರ್ಚೆ ನಡೆಯಿತು. bbox=[1141, 1791, 1499, 1818]
thimmapura-story bbox=[48, 1938, 700, 2347]
bhatta-paragraph: ಪಟ್ಟಣದಲ್ಲಿ ನಡೆದ ಸಭೆಯಲ್ಲಿ ಮಾತನಾಡಿದ ಅವರು, ಯುವಜನರು ಧರ್ಮ ರಕ್ಷಣೆಗೆ ಮುಂದಾಗಬೇಕು. ಸಂಸ್ಕೃತಿ ಉಳಿಸುವ ಕೆಲಸ ಎಲ್ಲರಿಂದ ಆಗಬೇಕು ಎಂದರು. ಸಭೆಯಲ್ಲಿ ಸಂಘಟನೆಯ ಪ್ರಮುಖರು ಉಪಸ್ಥಿತರಿದ್ದರು. bbox=[1148, 2198, 1499, 2241]
lead-story bbox=[339, 150, 1106, 911]
masthead-date: 23 ಏಪ್ರಿಲ್ 2025 bbox=[58, 90, 162, 107]
